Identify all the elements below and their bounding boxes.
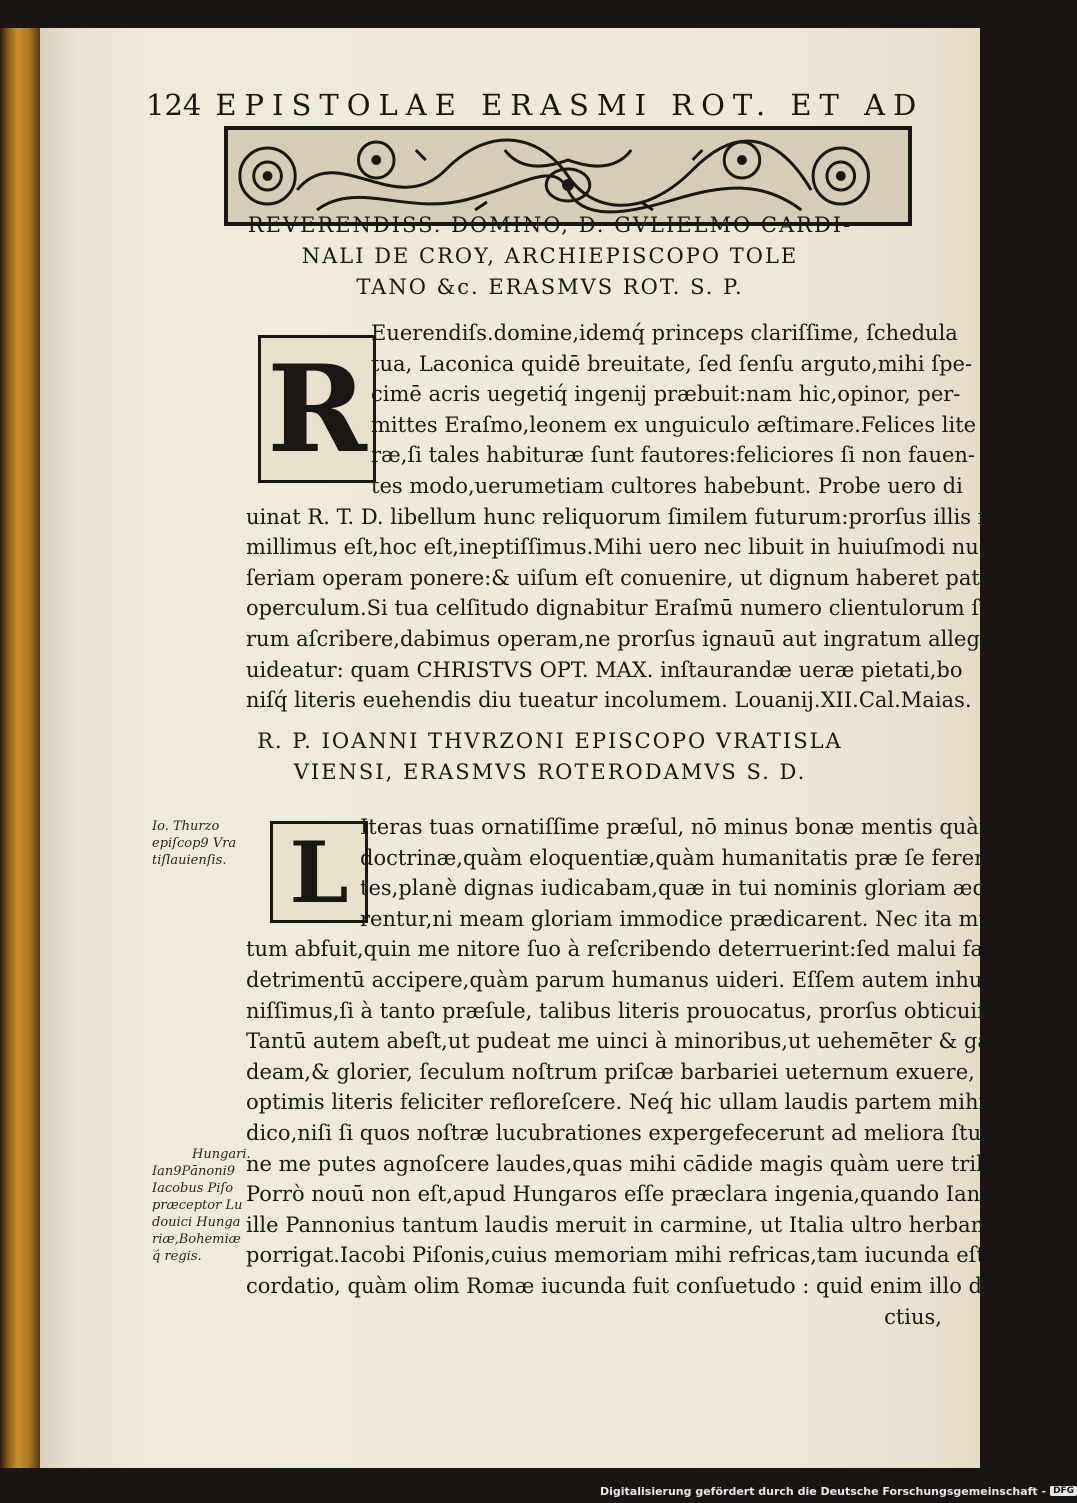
text-line: ctius,: [884, 1304, 942, 1329]
text-line: ræ,ſi tales habituræ ſunt fautores:feliciores ſi non fauen-: [371, 443, 976, 468]
running-title: EPISTOLAE ERASMI ROT. ET AD: [215, 88, 925, 122]
text-line: doctrinæ,quàm eloquentiæ,quàm humanitatis præ ſe feren-: [360, 845, 995, 870]
heading-line: VIENSI, ERASMVS ROTERODAMVS S. D.: [293, 760, 807, 784]
marginal-line: tiſlauienſis.: [152, 853, 227, 868]
text-line: uinat R. T. D. libellum hunc reliquorum ſimilem futurum:prorſus illis ſi-: [246, 504, 1000, 529]
book-page-edges: [0, 28, 40, 1468]
letter1-heading: [200, 210, 900, 303]
marginal-line: q́ regis.: [152, 1249, 202, 1264]
digitization-footer: [600, 1482, 1075, 1500]
text-line: deam,& glorier, ſeculum noſtrum priſcæ barbariei ueternum exuere, & in: [246, 1059, 1028, 1084]
text-line: tum abfuit,quin me nitore ſuo à reſcribendo deterruerint:ſed malui famæ: [246, 937, 1023, 962]
heading-line: NALI DE CROY, ARCHIEPISCOPO TOLE: [301, 244, 799, 268]
marginal-note-hungari: [152, 1146, 251, 1265]
dfg-logo-icon: DFG: [1050, 1486, 1077, 1496]
text-line: Euerendiſs.domine,idemq́ princeps clariſſime, ſchedula: [371, 321, 958, 345]
text-line: optimis literis feliciter refloreſcere. Neq́ hic ullam laudis partem mihi uin: [246, 1090, 1026, 1115]
marginal-line: Iacobus Piſo: [152, 1181, 234, 1196]
text-line: dico,niſi ſi quos noſtræ lucubrationes expergefecerunt ad meliora ſtudia:: [246, 1120, 1021, 1145]
text-line: tes,planè dignas iudicabam,quæ in tui nominis gloriam æde: [360, 876, 999, 901]
text-line: ne me putes agnoſcere laudes,quas mihi cādide magis quàm uere tribuis.: [246, 1151, 1028, 1176]
text-line: detrimentū accipere,quàm parum humanus uideri. Eſſem autem inhuma: [246, 967, 1015, 992]
letter1-body: [246, 318, 1026, 716]
heading-line: R. P. IOANNI THVRZONI EPISCOPO VRATISLA: [257, 729, 843, 753]
marginal-line: Io. Thurzo: [152, 819, 220, 834]
dropcap-letter: R: [267, 338, 367, 480]
text-line: Iteras tuas ornatiſſime præſul, nō minus bonæ mentis quàm: [360, 815, 999, 839]
text-line: ille Pannonius tantum laudis meruit in carmine, ut Italia ultro herbam illi: [246, 1212, 1025, 1237]
letter2-heading: [200, 726, 900, 788]
marginal-line: præceptor Lu: [152, 1198, 243, 1213]
heading-line: REVERENDISS. DOMINO, D. GVLIELMO CARDI-: [247, 213, 853, 237]
running-head: [146, 88, 925, 128]
text-line: Tantū autem abeſt,ut pudeat me uinci à minoribus,ut uehemēter & gau-: [246, 1029, 1011, 1054]
text-line: ſeriam operam ponere:& uiſum eſt conuenire, ut dignum haberet patellæ: [246, 565, 1026, 590]
text-line: cordatio, quàm olim Romæ iucunda fuit conſuetudo : quid enim illo do-: [246, 1273, 1002, 1298]
text-line: Porrò nouū non eſt,apud Hungaros eſſe præclara ingenia,quando Ianus: [246, 1182, 1005, 1207]
footer-text: Digitalisierung gefördert durch die Deutsche Forschungsgemeinschaft -: [600, 1484, 1047, 1498]
text-line: tes modo,uerumetiam cultores habebunt. Probe uero di: [371, 473, 963, 498]
text-line: rum aſcribere,dabimus operam,ne prorſus ignauū aut ingratum allegiſſe: [246, 626, 1015, 651]
text-line: millimus eſt,hoc eſt,ineptiſſimus.Mihi uero nec libuit in huiuſmodi nugis: [246, 535, 1010, 560]
text-line: tua, Laconica quidē breuitate, ſed ſenſu arguto,mihi ſpe-: [371, 351, 973, 376]
text-line: uideatur: quam CHRISTVS OPT. MAX. inſtaurandæ ueræ pietati,bo: [246, 657, 963, 682]
marginal-line: Ian9Pānoni9: [152, 1164, 236, 1179]
marginal-line: douici Hunga: [152, 1215, 241, 1230]
text-line: porrigat.Iacobi Piſonis,cuius memoriam mihi refricas,tam iucunda eſt re-: [246, 1243, 1022, 1268]
page-number: 124: [146, 88, 202, 122]
floral-ornament-icon: [228, 130, 908, 222]
book-page: [40, 28, 1032, 1468]
heading-line: TANO &c. ERASMVS ROT. S. P.: [356, 275, 744, 299]
text-line: cimē acris uegetiq́ ingenij præbuit:nam hic,opinor, per-: [371, 382, 961, 407]
letter2-body: [246, 812, 1032, 1332]
text-line: rentur,ni meam gloriam immodice prædicarent. Nec ita mul-: [360, 906, 1006, 931]
dropcap-letter: L: [289, 822, 349, 922]
marginal-line: Hungari.: [192, 1147, 251, 1162]
marginal-line: riæ,Bohemiæ: [152, 1232, 241, 1247]
text-line: niſq́ literis euehendis diu tueatur incolumem. Louanij.XII.Cal.Maias.: [246, 688, 972, 713]
marginal-line: epiſcop9 Vra: [152, 836, 237, 851]
text-line: mittes Eraſmo,leonem ex unguiculo æſtimare.Felices lite: [371, 412, 977, 437]
text-line: niſſimus,ſi à tanto præſule, talibus literis prouocatus, prorſus obticuiſſem.: [246, 998, 1032, 1023]
marginal-note-thurzo: [152, 818, 236, 869]
text-line: operculum.Si tua celſitudo dignabitur Eraſmū numero clientulorum ſuo-: [246, 596, 1013, 621]
